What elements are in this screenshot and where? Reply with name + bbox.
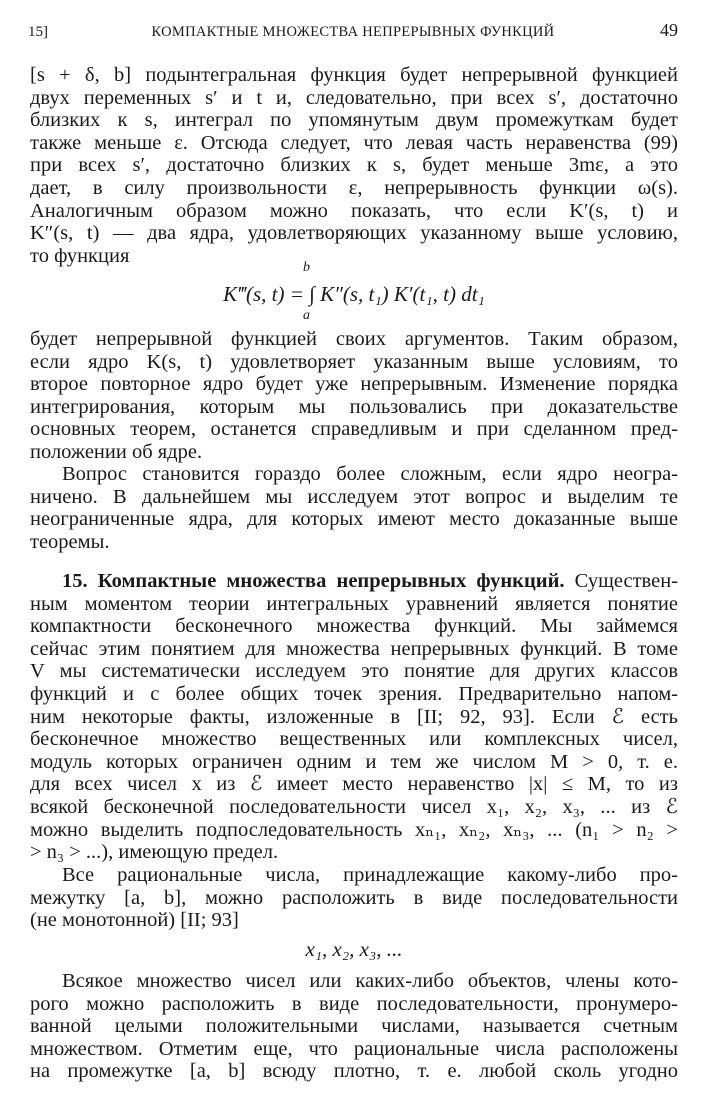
text-line: ним некоторые факты, изложенные в [II; 92, 93]. Если ℰ есть bbox=[30, 705, 678, 728]
text-line: V мы систематически исследуем это понятие для других классов bbox=[30, 660, 678, 683]
text-line: Аналогичным образом можно показать, что если K′(s, t) и bbox=[30, 199, 678, 222]
text-line: [s + δ, b] подынтегральная функция будет непрерывной функцией bbox=[30, 64, 678, 86]
paragraph-3 bbox=[30, 463, 678, 553]
text-line: будет непрерывной функцией своих аргументов. Таким образом, bbox=[30, 328, 678, 350]
text-line: близких к s, интеграл по упомянутым двум промежуткам будет bbox=[30, 109, 678, 132]
page-number: 49 bbox=[660, 20, 678, 40]
text-line: то функция bbox=[30, 244, 130, 267]
text-line: множеством. Отметим еще, что рациональные числа расположены bbox=[30, 1037, 678, 1060]
text-fragment: Существен- bbox=[574, 570, 678, 592]
text-line: интегрирования, которым мы пользовались при доказательстве bbox=[30, 395, 678, 418]
text-line: при всех s′, достаточно близких к s, будет меньше 3mε, а это bbox=[30, 154, 678, 177]
text-line: теоремы. bbox=[30, 530, 110, 553]
text-line: Всякое множество чисел или каких-либо объектов, члены кото- bbox=[62, 970, 678, 992]
paragraph-2 bbox=[30, 328, 678, 464]
text-line: K″(s, t) — два ядра, удовлетворяющих указанному выше условию, bbox=[30, 222, 678, 245]
section-number: 15] bbox=[28, 24, 48, 40]
text-line: основных теорем, останется справедливым и при сделанном пред- bbox=[30, 418, 678, 441]
section-heading: 15. Компактные множества непрерывных функций. bbox=[62, 570, 565, 592]
text-line: можно выделить подпоследовательность xₙ₁, xₙ₂, xₙ₃, ... (n₁ > n₂ > bbox=[30, 818, 678, 841]
text-line: функций и с более общих точек зрения. Предварительно напом- bbox=[30, 682, 678, 705]
text-line: бесконечное множество вещественных или комплексных чисел, bbox=[30, 728, 678, 751]
text-line: положении об ядре. bbox=[30, 440, 203, 463]
integral-lower-limit: a bbox=[303, 308, 310, 323]
formula-text: K‴(s, t) = ∫ K″(s, t₁) K′(t₁, t) dt₁ bbox=[223, 282, 485, 306]
integral-upper-limit: b bbox=[303, 260, 310, 275]
text-line: межутку [a, b], можно расположить в виде последовательности bbox=[30, 886, 678, 909]
text-line: ным моментом теории интегральных уравнений является понятие bbox=[30, 592, 678, 615]
text-line: неограниченные ядра, для которых имеют место доказанные выше bbox=[30, 508, 678, 531]
running-title: КОМПАКТНЫЕ МНОЖЕСТВА НЕПРЕРЫВНЫХ ФУНКЦИЙ bbox=[151, 24, 555, 40]
text-line: > n₃ > ...), имеющую предел. bbox=[30, 841, 279, 864]
text-line: Вопрос становится гораздо более сложным, если ядро неогра- bbox=[62, 463, 678, 485]
text-line: всякой бесконечной последовательности чисел x₁, x₂, x₃, ... из ℰ bbox=[30, 795, 678, 818]
paragraph-6 bbox=[30, 970, 678, 1083]
text-line: если ядро K(s, t) удовлетворяет указанным выше условиям, то bbox=[30, 350, 678, 373]
text-line: Все рациональные числа, принадлежащие какому-либо про- bbox=[62, 864, 678, 886]
text-line: дает, в силу произвольности ε, непрерывность функции ω(s). bbox=[30, 176, 678, 199]
paragraph-1 bbox=[30, 64, 678, 267]
sequence-formula: x₁, x₂, x₃, ... bbox=[305, 937, 403, 961]
text-line: для всех чисел x из ℰ имеет место неравенство |x| ≤ M, то из bbox=[30, 773, 678, 796]
running-header bbox=[28, 20, 678, 44]
text-line: компактности бесконечного множества функций. Мы займемся bbox=[30, 615, 678, 638]
paragraph-5 bbox=[30, 864, 678, 932]
text-line: также меньше ε. Отсюда следует, что левая часть неравенства (99) bbox=[30, 131, 678, 154]
text-line: ничено. В дальнейшем мы исследуем этот вопрос и выделим те bbox=[30, 485, 678, 508]
text-line: второе повторное ядро будет уже непрерывным. Изменение порядка bbox=[30, 373, 678, 396]
text-line: на промежутке [a, b] всюду плотно, т. е. любой сколь угодно bbox=[30, 1060, 678, 1083]
section-15 bbox=[30, 570, 678, 864]
text-line: сейчас этим понятием для множества непрерывных функций. В томе bbox=[30, 637, 678, 660]
text-line: рого можно расположить в виде последовательности, пронумеро- bbox=[30, 992, 678, 1015]
section-first-line bbox=[30, 570, 678, 593]
text-line: ванной целыми положительными числами, называется счетным bbox=[30, 1015, 678, 1038]
text-line: модуль которых ограничен одним и тем же числом M > 0, т. е. bbox=[30, 750, 678, 773]
text-line: (не монотонной) [II; 93] bbox=[30, 909, 239, 932]
text-line: двух переменных s′ и t и, следовательно, при всех s′, достаточно bbox=[30, 86, 678, 109]
